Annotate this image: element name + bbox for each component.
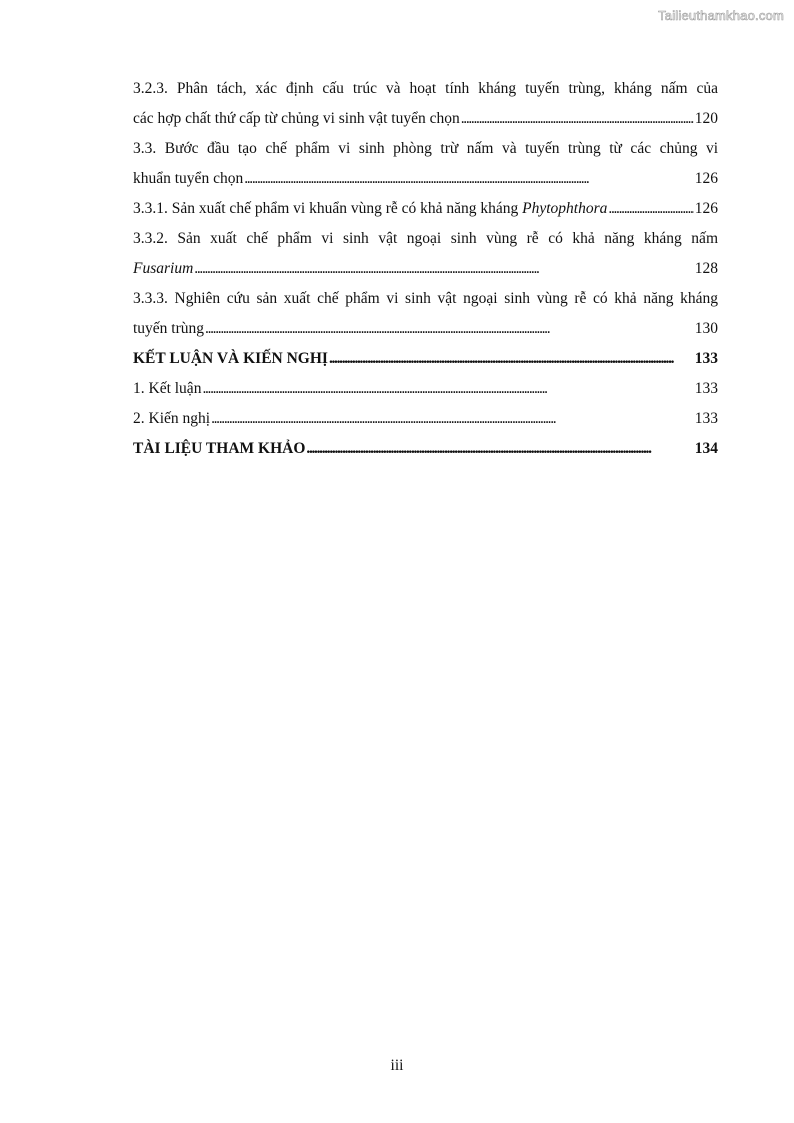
toc-entry-title-line: tuyến trùng	[133, 320, 205, 337]
toc-entry-title-line: 3.3. Bước đầu tạo chế phẩm vi sinh phòng trừ nấm và tuyến trùng từ các chủng vi	[133, 140, 718, 157]
dot-leader	[306, 434, 693, 464]
toc-entry-3-2-3[interactable]	[133, 74, 718, 134]
dot-leader	[461, 104, 694, 134]
toc-page-number: 134	[694, 440, 718, 457]
toc-page-number: 133	[694, 350, 718, 367]
toc-entry-3-3[interactable]	[133, 134, 718, 194]
toc-entry-title: TÀI LIỆU THAM KHẢO	[133, 440, 306, 457]
dot-leader	[211, 404, 694, 434]
toc-entry-references[interactable]	[133, 434, 718, 464]
toc-entry-title: 2. Kiến nghị	[133, 410, 211, 427]
toc-entry-3-3-3[interactable]	[133, 284, 718, 344]
dot-leader	[244, 164, 694, 194]
toc-page-number: 130	[694, 320, 718, 337]
toc-entry-title-text: 3.3.1. Sản xuất chế phẩm vi khuẩn vùng rễ có khả năng kháng	[133, 200, 523, 217]
watermark: Tailieuthamkhao.com	[658, 8, 784, 23]
toc-entry-title-italic: Phytophthora	[522, 200, 608, 217]
toc-entry-title-line: 3.3.2. Sản xuất chế phẩm vi sinh vật ngoại sinh vùng rễ có khả năng kháng nấm	[133, 230, 718, 247]
toc-entry-3-3-2[interactable]	[133, 224, 718, 284]
toc-entry-title: 1. Kết luận	[133, 380, 202, 397]
dot-leader	[202, 374, 693, 404]
toc-page-number: 133	[694, 410, 718, 427]
toc-entry-conclusion-2[interactable]	[133, 404, 718, 434]
toc-entry-title	[133, 194, 607, 224]
table-of-contents	[133, 74, 718, 464]
toc-entry-title-line: khuẩn tuyển chọn	[133, 170, 244, 187]
toc-entry-3-3-1[interactable]	[133, 194, 718, 224]
dot-leader	[329, 344, 694, 374]
toc-entry-title-line: 3.3.3. Nghiên cứu sản xuất chế phẩm vi sinh vật ngoại sinh vùng rễ có khả năng kháng	[133, 290, 718, 307]
toc-page-number: 120	[694, 110, 718, 127]
toc-entry-title-line: các hợp chất thứ cấp từ chủng vi sinh vật tuyển chọn	[133, 110, 460, 127]
toc-entry-conclusion[interactable]	[133, 344, 718, 374]
toc-entry-title-italic: Fusarium	[133, 260, 194, 277]
toc-page-number: 126	[694, 170, 718, 187]
dot-leader	[194, 254, 693, 284]
dot-leader	[608, 194, 693, 224]
toc-page-number: 133	[694, 380, 718, 397]
toc-entry-title: KẾT LUẬN VÀ KIẾN NGHỊ	[133, 350, 328, 367]
toc-page-number: 128	[694, 260, 718, 277]
dot-leader	[205, 314, 694, 344]
toc-entry-conclusion-1[interactable]	[133, 374, 718, 404]
toc-page-number: 126	[694, 200, 718, 217]
page-number: iii	[390, 1057, 404, 1074]
toc-entry-title-line: 3.2.3. Phân tách, xác định cấu trúc và hoạt tính kháng tuyến trùng, kháng nấm của	[133, 80, 718, 97]
